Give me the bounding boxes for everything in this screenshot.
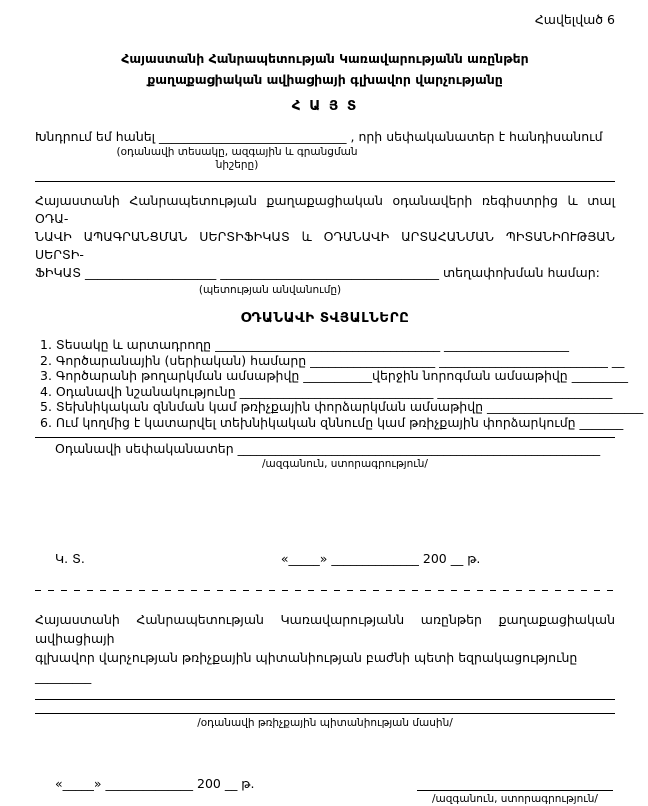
- official-signature-line: [417, 776, 613, 791]
- aircraft-type-caption: (օդանավի տեսակը, ազգային և գրանցման նիշերը): [116, 145, 358, 171]
- conclusion-line-1: Հայաստանի Հանրապետության Կառավարությանն առընթեր քաղաքացիական ավիացիայի: [35, 612, 615, 646]
- list-item-type-manufacturer: 1. Տեսակը և արտադրողը ____________________________________ ____________________: [40, 337, 570, 352]
- registry-line-1: Հայաստանի Հանրապետության քաղաքացիական օդանավերի ռեգիստրից և տալ ՕԴԱ-: [35, 192, 615, 226]
- document-title: Հ Ա Յ Տ: [291, 97, 359, 114]
- fill-in-rule: [35, 181, 615, 182]
- registry-line-2: ՆԱՎԻ ԱՊԱԳՐԱՆՑՄԱՆ ՍԵՐՏԻՖԻԿԱՏ և ՕԴԱՆԱՎԻ ԱՐՏԱՀԱՆՄԱՆ ՊԻՏԱՆԻՈՒԹՅԱՆ ՍԵՐՏԻ-: [35, 228, 615, 262]
- stamp-and-date-row: [35, 551, 615, 567]
- request-line: Խնդրում եմ հանել ______________________________ , որի սեփականատեր է հանդիսանում: [35, 129, 603, 144]
- official-signature-caption: /ազգանուն, ստորագրություն/: [432, 793, 598, 805]
- registry-paragraph: [35, 192, 615, 282]
- airworthiness-caption: /օդանավի թռիչքային պիտանիության մասին/: [197, 717, 453, 729]
- conclusion-rule-1: [35, 699, 615, 700]
- list-item-purpose: 4. Օդանավի նշանակությունը _______________________________ ____________________________: [40, 383, 613, 399]
- registry-line-3: ՖԻԿԱՏ _____________________ ___________________________________ տեղափոխման համար:: [35, 264, 600, 280]
- list-item-serial-number: 2. Գործարանային (սերիական) համարը ____________________ ___________________________ __: [40, 352, 625, 368]
- seal-abbreviation: Կ. Տ.: [55, 550, 85, 566]
- aircraft-data-list: [40, 337, 644, 430]
- appendix-label: Հավելված 6: [534, 12, 615, 27]
- owner-signature-caption: /ազգանուն, ստորագրություն/: [262, 457, 428, 470]
- conclusion-paragraph: [35, 610, 615, 686]
- application-date-line: «_____» ______________ 200 __ թ.: [280, 550, 481, 566]
- list-item-inspected-by: 6. Ում կողմից է կատարվել տեխնիկական զննումը կամ թռիչքային փորձարկումը _______: [40, 414, 624, 430]
- header-line-authority: Հայաստանի Հանրապետության Կառավարությանն առընթեր: [121, 50, 529, 66]
- header-line-department: քաղաքացիական ավիացիայի գլխավոր վարչությանը: [147, 71, 503, 87]
- conclusion-rule-2: [35, 713, 615, 714]
- list-item-inspection-date: 5. Տեխնիկական զննման կամ թռիչքային փորձարկման ամսաթիվը _________________________: [40, 399, 644, 414]
- conclusion-line-2: գլխավոր վարչության թռիչքային պիտանիության բաժնի պետի եզրակացությունը _________: [35, 650, 578, 684]
- document-header: [35, 48, 615, 90]
- aircraft-data-heading: ՕԴԱՆԱՎԻ ՏՎՅԱԼՆԵՐԸ: [240, 309, 410, 326]
- overflow-rule: [35, 437, 615, 438]
- official-signature-block: [417, 776, 613, 806]
- state-name-caption: (պետության անվանումը): [198, 283, 342, 296]
- dashed-separator: [35, 590, 615, 591]
- list-item-dates: 3. Գործարանի թողարկման ամսաթիվը ___________վերջին նորոգման ամսաթիվը _________: [40, 368, 628, 383]
- footer-row: [35, 776, 615, 806]
- owner-signature-line: Օդանավի սեփականատեր __________________________________________________________: [55, 441, 601, 456]
- conclusion-date-line: «_____» ______________ 200 __ թ.: [55, 776, 255, 791]
